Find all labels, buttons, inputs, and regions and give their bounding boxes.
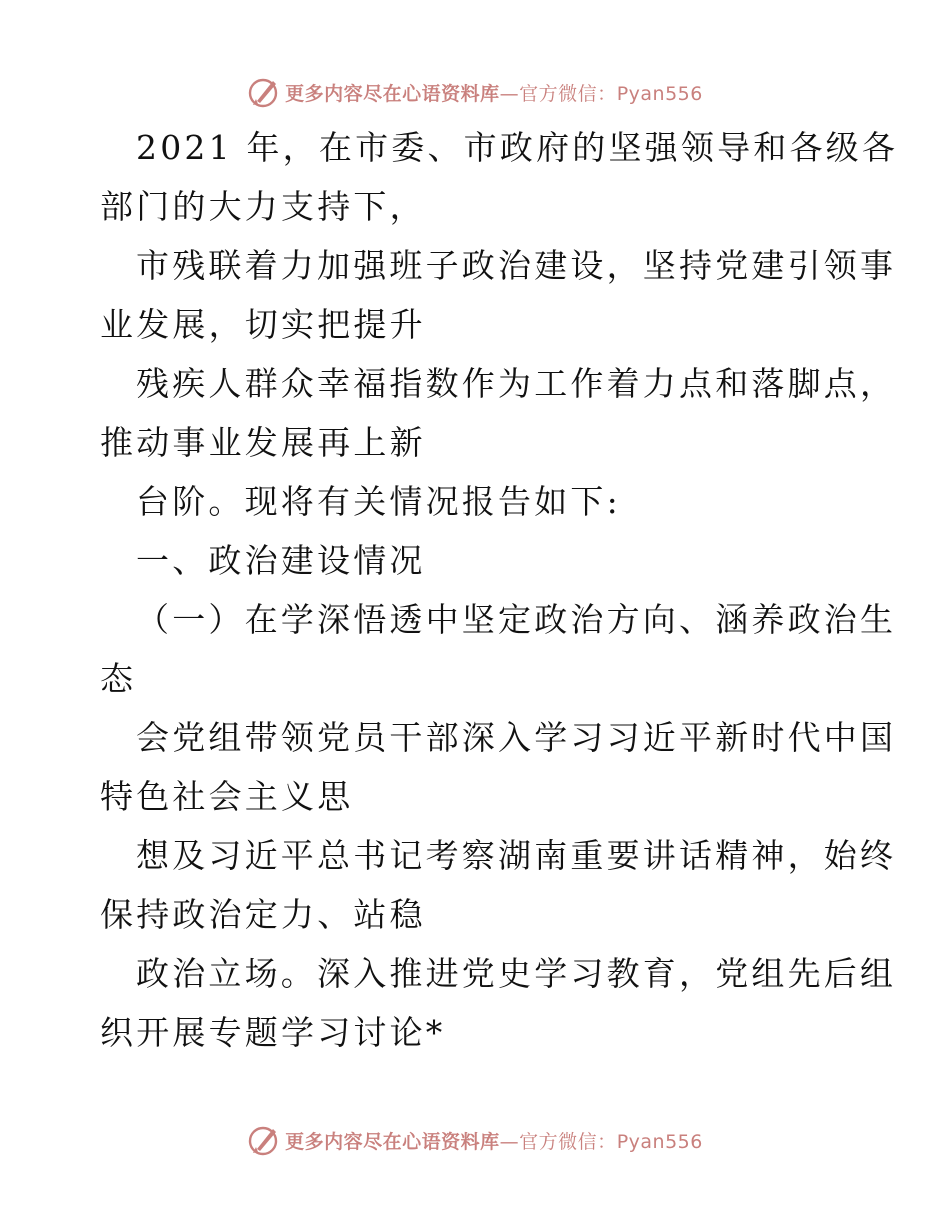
paragraph-line: 2021 年，在市委、市政府的坚强领导和各级各 xyxy=(136,128,899,167)
subsection-heading xyxy=(0,590,950,708)
paragraph-line: 业发展，切实把提升 xyxy=(100,305,426,344)
watermark-separator: ： xyxy=(597,1130,617,1153)
paragraph xyxy=(0,118,950,236)
paragraph xyxy=(0,354,950,472)
watermark-text xyxy=(285,1127,703,1154)
watermark-text xyxy=(285,79,703,106)
watermark-id: Pyan556 xyxy=(616,1130,703,1153)
paragraph-line: 保持政治定力、站稳 xyxy=(100,895,426,934)
quill-logo-icon xyxy=(247,75,281,109)
paragraph-line: 推动事业发展再上新 xyxy=(100,423,426,462)
watermark-label: 官方微信 xyxy=(519,82,598,105)
paragraph xyxy=(0,236,950,354)
watermark-id: Pyan556 xyxy=(616,82,703,105)
paragraph xyxy=(0,472,950,531)
paragraph-line: 会党组带领党员干部深入学习习近平新时代中国 xyxy=(136,718,897,757)
paragraph-line: 织开展专题学习讨论* xyxy=(100,1013,446,1052)
footer-watermark xyxy=(0,1120,950,1160)
paragraph-line: 想及习近平总书记考察湖南重要讲话精神，始终 xyxy=(136,836,897,875)
watermark-brand: 更多内容尽在心语资料库 xyxy=(285,82,500,105)
watermark-dash: — xyxy=(499,82,520,105)
paragraph xyxy=(0,708,950,826)
paragraph-line: 市残联着力加强班子政治建设，坚持党建引领事 xyxy=(136,246,897,285)
paragraph-line: 台阶。现将有关情况报告如下: xyxy=(136,482,621,521)
watermark-label: 官方微信 xyxy=(519,1130,598,1153)
paragraph-line: 残疾人群众幸福指数作为工作着力点和落脚点， xyxy=(136,364,897,403)
subsection-heading-line: （一）在学深悟透中坚定政治方向、涵养政治生 xyxy=(136,600,897,639)
document-body xyxy=(0,118,950,1062)
paragraph-line: 特色社会主义思 xyxy=(100,777,354,816)
watermark-separator: ： xyxy=(597,82,617,105)
header-watermark xyxy=(0,72,950,112)
paragraph xyxy=(0,944,950,1062)
paragraph-line: 部门的大力支持下， xyxy=(100,187,426,226)
watermark-dash: — xyxy=(499,1130,520,1153)
section-heading xyxy=(0,531,950,590)
paragraph-line: 政治立场。深入推进党史学习教育，党组先后组 xyxy=(136,954,897,993)
section-heading-line: 一、政治建设情况 xyxy=(136,541,426,580)
watermark-brand: 更多内容尽在心语资料库 xyxy=(285,1130,500,1153)
subsection-heading-line: 态 xyxy=(100,659,137,698)
quill-logo-icon xyxy=(247,1123,281,1157)
paragraph xyxy=(0,826,950,944)
